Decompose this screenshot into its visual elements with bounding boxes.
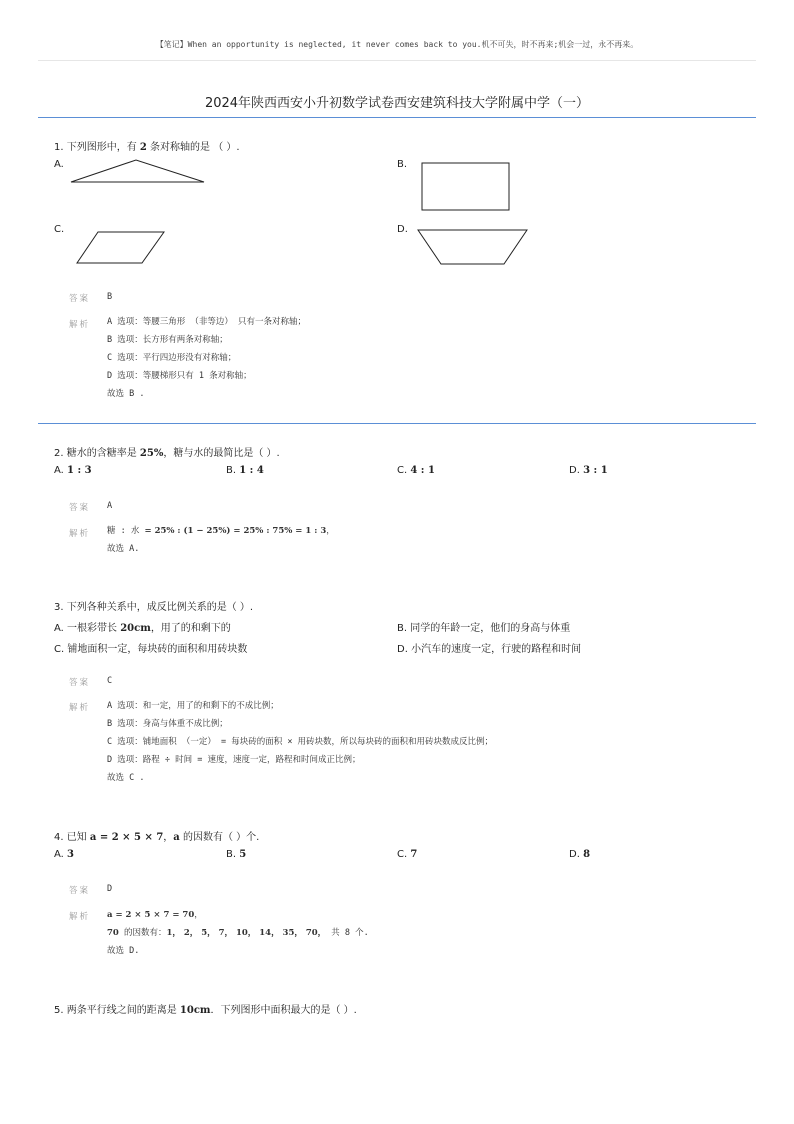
q2-explanation: 糖 : 水 = 25% : (1 − 25%) = 25% : 75% = 1 : 3， 故选 A. bbox=[107, 526, 335, 554]
q3-option-a: A. 一根彩带长 20cm，用了的和剩下的 bbox=[54, 623, 231, 634]
parallelogram-figure bbox=[76, 231, 166, 265]
header-divider bbox=[38, 60, 756, 61]
page-title: 2024年陕西西安小升初数学试卷西安建筑科技大学附属中学（一） bbox=[204, 96, 590, 111]
title-divider bbox=[38, 117, 756, 118]
q1-answer-label: 答案 bbox=[69, 294, 91, 304]
q2-option-c: C. 4 : 1 bbox=[397, 465, 435, 476]
q3-explanation: A 选项：和一定，用了的和剩下的不成比例； B 选项：身高与体重不成比例； C 选项：铺地面积 （一定） = 每块砖的面积 × 用砖块数，所以每块砖的面积和用砖块数成反比例； D 选项：路程 ÷ 时间 = 速度，速度一定，路程和时间成正比例； 故选 C . bbox=[107, 701, 494, 783]
q4-option-c: C. 7 bbox=[397, 849, 418, 860]
q1-option-c-letter: C. bbox=[54, 224, 65, 235]
q4-explanation: a = 2 × 5 × 7 = 70， 70 的因数有：1， 2， 5， 7， 10， 14， 35， 70， 共 8 个. 故选 D. bbox=[107, 910, 369, 956]
question-1-stem: 1. 下列图形中，有 2 条对称轴的是 （ ）. bbox=[54, 142, 240, 153]
q1-answer-value: B bbox=[107, 292, 113, 302]
q1-option-b-letter: B. bbox=[397, 159, 408, 170]
q3-option-c: C. 铺地面积一定，每块砖的面积和用砖块数 bbox=[54, 644, 248, 655]
question-5-stem: 5. 两条平行线之间的距离是 10cm．下列图形中面积最大的是（ ）. bbox=[54, 1005, 357, 1016]
header-quote: 【笔记】When an opportunity is neglected, it never comes back to you.机不可失，时不再来;机会一过，永不再来。 bbox=[155, 40, 639, 49]
rectangle-figure bbox=[421, 162, 511, 212]
question-2-stem: 2. 糖水的含糖率是 25%，糖与水的最简比是（ ）. bbox=[54, 448, 280, 459]
q2-option-a: A. 1 : 3 bbox=[54, 465, 92, 476]
q3-answer-value: C bbox=[107, 676, 113, 686]
isosceles-trapezoid-figure bbox=[417, 229, 529, 267]
q4-answer-value: D bbox=[107, 884, 113, 894]
q2-option-d: D. 3 : 1 bbox=[569, 465, 608, 476]
q3-option-b: B. 同学的年龄一定，他们的身高与体重 bbox=[397, 623, 571, 634]
q1-option-d-letter: D. bbox=[397, 224, 408, 235]
q1-option-a-letter: A. bbox=[54, 159, 64, 170]
q4-option-d: D. 8 bbox=[569, 849, 591, 860]
q4-option-a: A. 3 bbox=[54, 849, 74, 860]
question-4-stem: 4. 已知 a = 2 × 5 × 7，a 的因数有（ ）个. bbox=[54, 832, 260, 843]
q4-answer-label: 答案 bbox=[69, 886, 91, 896]
q2-answer-label: 答案 bbox=[69, 503, 91, 513]
q4-option-b: B. 5 bbox=[226, 849, 247, 860]
q4-explain-label: 解析 bbox=[69, 912, 91, 922]
q3-option-d: D. 小汽车的速度一定，行驶的路程和时间 bbox=[397, 644, 582, 655]
question-divider bbox=[38, 423, 756, 424]
q2-option-b: B. 1 : 4 bbox=[226, 465, 264, 476]
q1-explain-label: 解析 bbox=[69, 320, 91, 330]
q3-explain-label: 解析 bbox=[69, 703, 91, 713]
question-3-stem: 3. 下列各种关系中，成反比例关系的是（ ）. bbox=[54, 602, 254, 613]
q2-explain-label: 解析 bbox=[69, 529, 91, 539]
q1-explanation: A 选项：等腰三角形 （非等边） 只有一条对称轴； B 选项：长方形有两条对称轴； C 选项：平行四边形没有对称轴； D 选项：等腰梯形只有 1 条对称轴； 故选 B . bbox=[107, 317, 306, 399]
q2-answer-value: A bbox=[107, 501, 113, 511]
q3-answer-label: 答案 bbox=[69, 678, 91, 688]
isosceles-triangle-figure bbox=[70, 158, 206, 184]
